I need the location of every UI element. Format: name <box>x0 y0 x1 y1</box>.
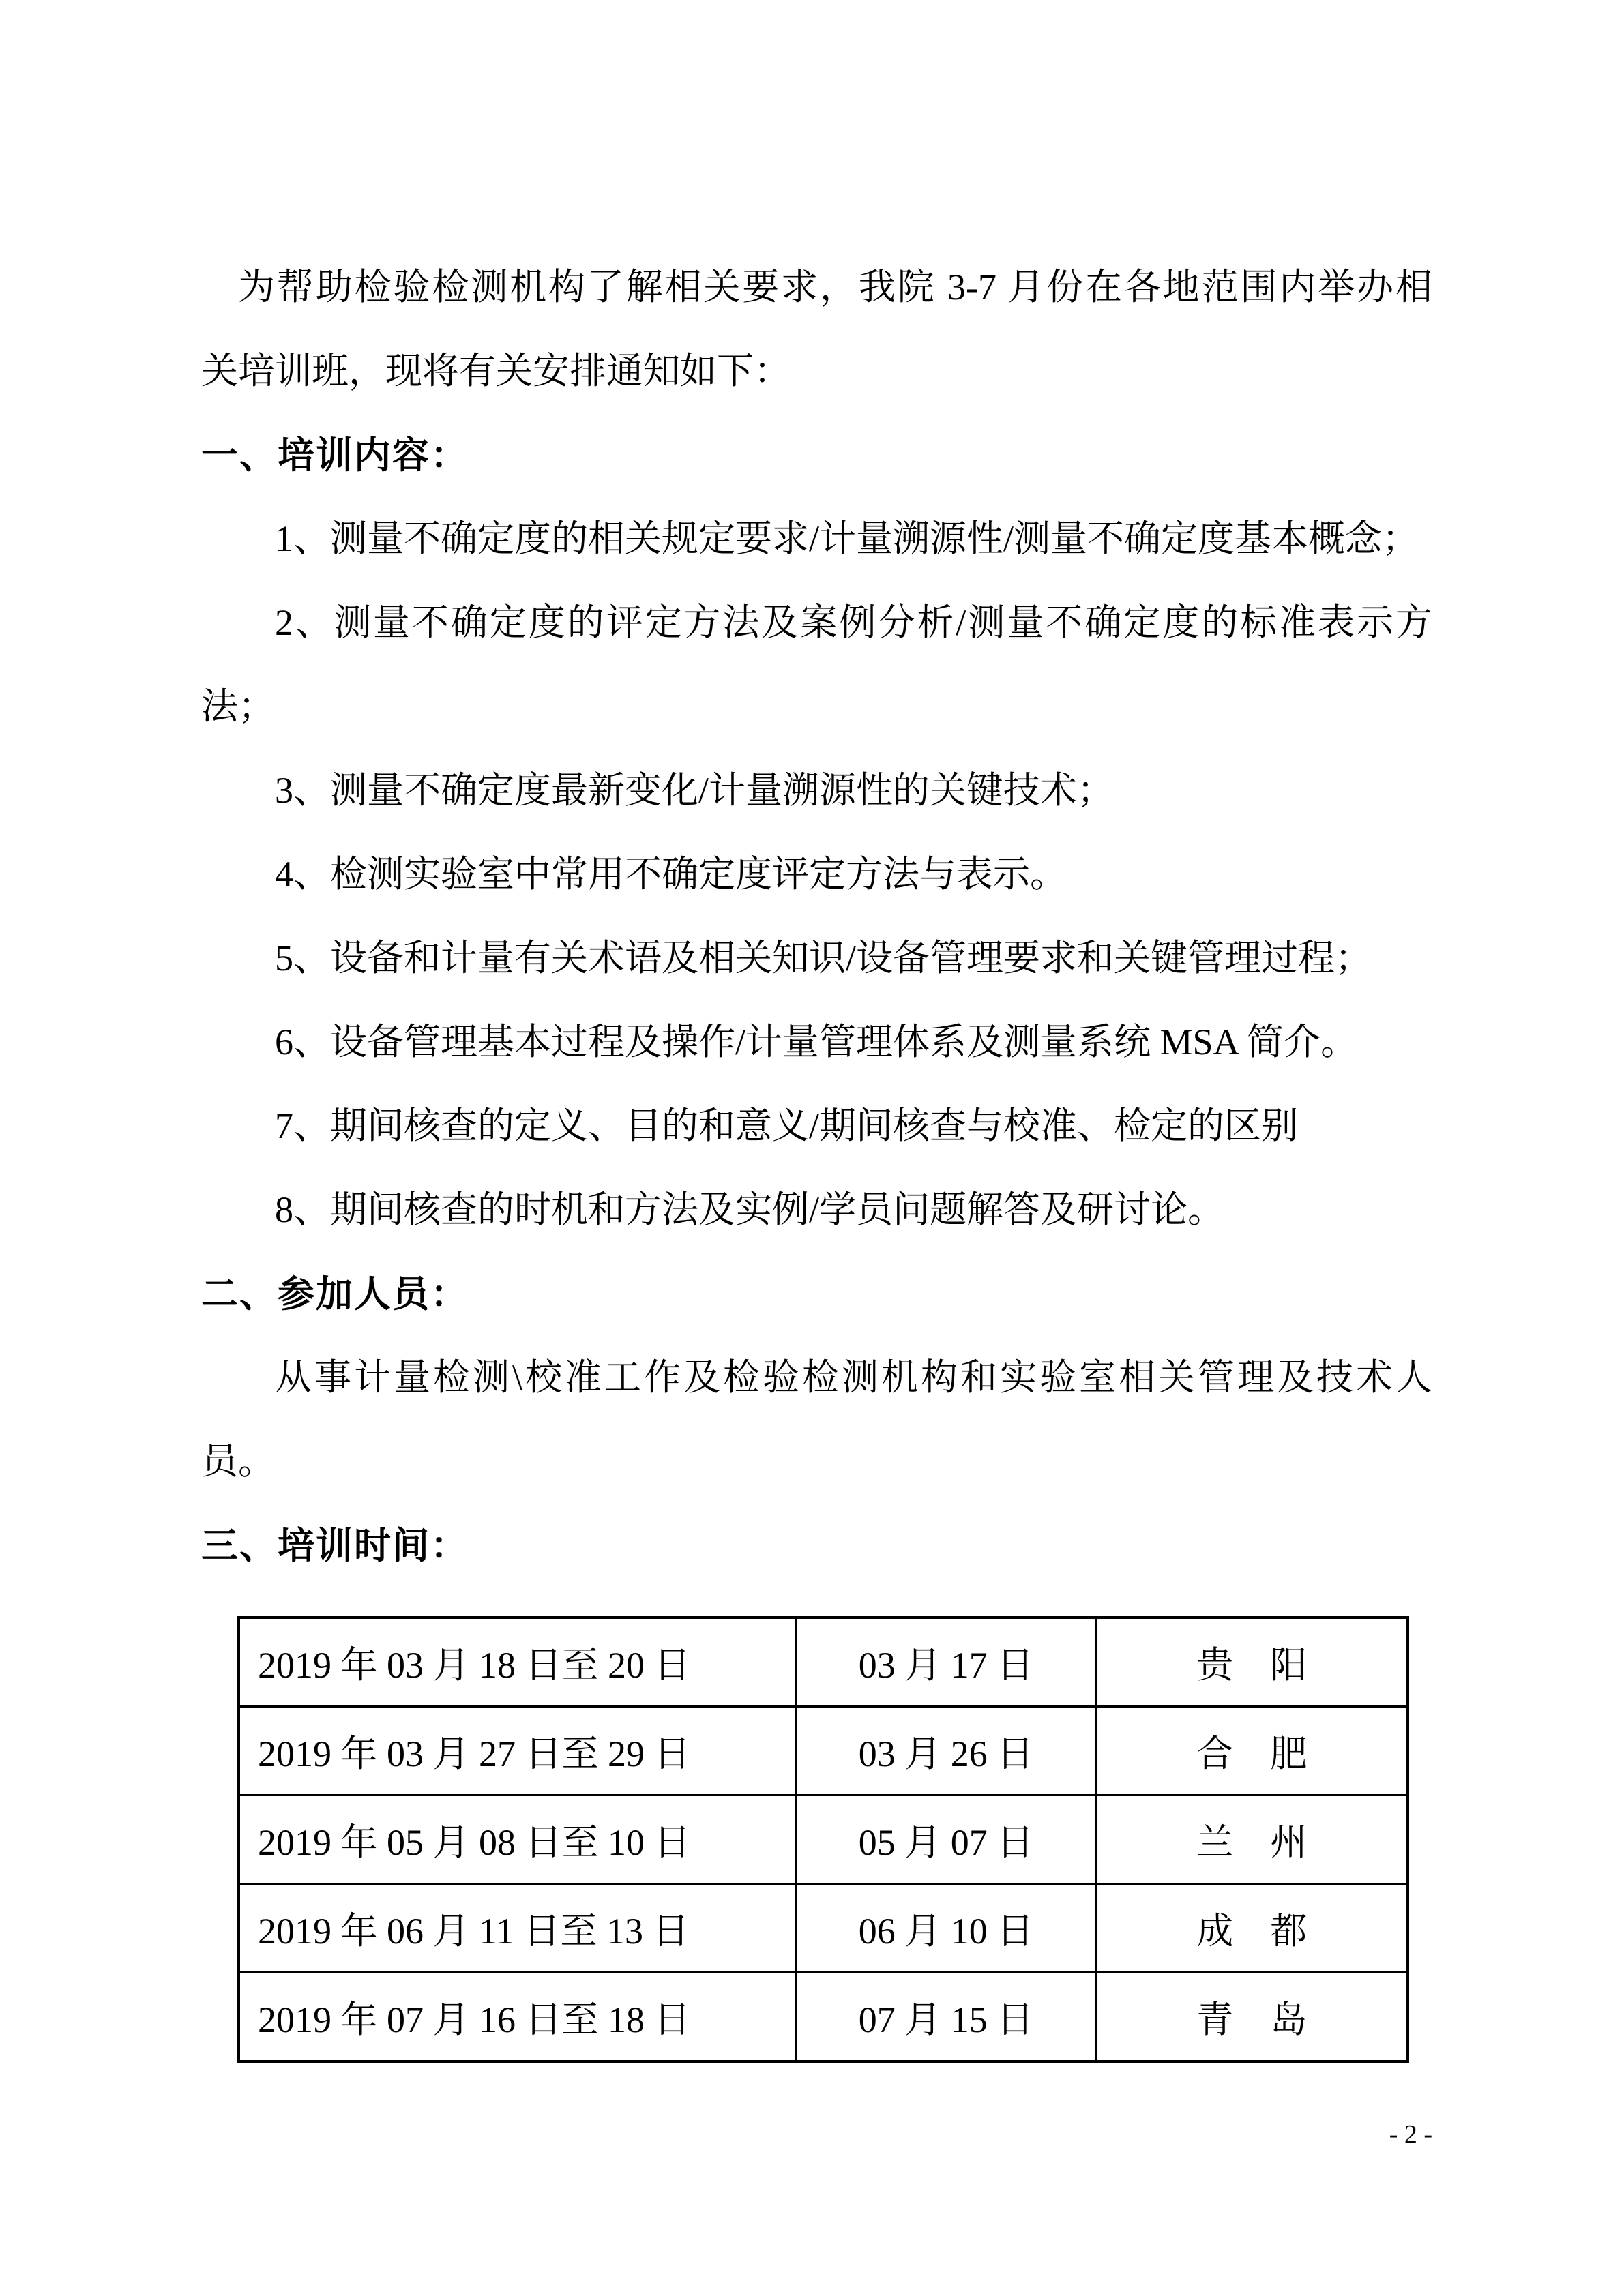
body-line: 为帮助检验检测机构了解相关要求，我院 3-7 月份在各地范围内举办相 <box>238 267 1432 308</box>
schedule-row <box>239 1617 1408 1707</box>
training-dates-cell: 2019 年 06 月 11 日至 13 日 <box>239 1884 796 1973</box>
city-cell: 兰 州 <box>1096 1795 1408 1884</box>
section-heading: 三、培训时间： <box>201 1524 469 1567</box>
schedule-row <box>239 1795 1408 1884</box>
body-line: 员。 <box>201 1441 275 1482</box>
city-cell: 成 都 <box>1096 1884 1408 1973</box>
schedule-row <box>239 1707 1408 1795</box>
body-line: 7、期间核查的定义、目的和意义/期间核查与校准、检定的区别 <box>275 1105 1299 1146</box>
report-date-cell: 03 月 26 日 <box>796 1707 1096 1795</box>
city-cell: 青 岛 <box>1096 1973 1408 2062</box>
report-date-cell: 05 月 07 日 <box>796 1795 1096 1884</box>
section-heading: 一、培训内容： <box>201 434 469 477</box>
schedule-table-body <box>239 1617 1408 2061</box>
body-line: 从事计量检测\校准工作及检验检测机构和实验室相关管理及技术人 <box>275 1357 1432 1398</box>
training-dates-cell: 2019 年 03 月 18 日至 20 日 <box>239 1617 796 1707</box>
body-line: 8、期间核查的时机和方法及实例/学员问题解答及研讨论。 <box>275 1189 1225 1230</box>
training-dates-cell: 2019 年 07 月 16 日至 18 日 <box>239 1973 796 2062</box>
body-line: 4、检测实验室中常用不确定度评定方法与表示。 <box>275 854 1067 895</box>
document-body <box>201 245 1432 1587</box>
body-line: 3、测量不确定度最新变化/计量溯源性的关键技术； <box>275 770 1114 811</box>
body-line: 6、设备管理基本过程及操作/计量管理体系及测量系统 MSA 简介。 <box>275 1022 1358 1062</box>
training-schedule-table <box>237 1616 1409 2063</box>
schedule-row <box>239 1884 1408 1973</box>
body-line: 2、测量不确定度的评定方法及案例分析/测量不确定度的标准表示方 <box>275 602 1432 643</box>
city-cell: 合 肥 <box>1096 1707 1408 1795</box>
section-heading: 二、参加人员： <box>201 1272 469 1315</box>
training-dates-cell: 2019 年 03 月 27 日至 29 日 <box>239 1707 796 1795</box>
body-line: 关培训班，现将有关安排通知如下： <box>201 351 791 391</box>
schedule-row <box>239 1973 1408 2062</box>
report-date-cell: 03 月 17 日 <box>796 1617 1096 1707</box>
report-date-cell: 06 月 10 日 <box>796 1884 1096 1973</box>
training-dates-cell: 2019 年 05 月 08 日至 10 日 <box>239 1795 796 1884</box>
page-number: - 2 - <box>1389 2120 1432 2149</box>
city-cell: 贵 阳 <box>1096 1617 1408 1707</box>
body-line: 1、测量不确定度的相关规定要求/计量溯源性/测量不确定度基本概念； <box>275 518 1419 559</box>
body-line: 5、设备和计量有关术语及相关知识/设备管理要求和关键管理过程； <box>275 938 1372 979</box>
report-date-cell: 07 月 15 日 <box>796 1973 1096 2062</box>
body-line: 法； <box>201 686 275 727</box>
